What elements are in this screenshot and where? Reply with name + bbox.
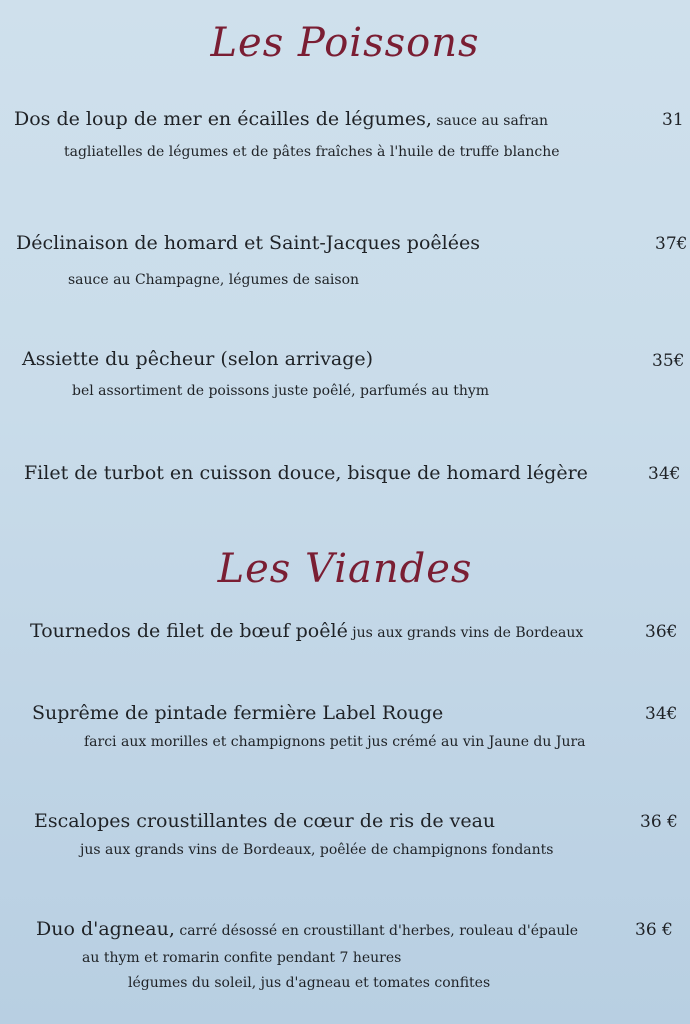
- dish-price: 34€: [648, 464, 681, 484]
- dish-name: Tournedos de filet de bœuf poêlé: [30, 620, 348, 642]
- section-title: Les Viandes: [217, 546, 473, 592]
- dish-description: farci aux morilles et champignons petit jus crémé au vin Jaune du Jura: [84, 734, 586, 750]
- dish-description: tagliatelles de légumes et de pâtes fraîches à l'huile de truffe blanche: [64, 144, 560, 160]
- dish-name: Filet de turbot en cuisson douce, bisque de homard légère: [24, 462, 588, 484]
- dish-description: bel assortiment de poissons juste poêlé, parfumés au thym: [72, 383, 490, 399]
- dish-sauce: sauce au safran: [431, 113, 549, 129]
- dish-name: Déclinaison de homard et Saint-Jacques poêlées: [16, 232, 480, 254]
- dish-price: 35€: [652, 351, 685, 371]
- dish-description: jus aux grands vins de Bordeaux, poêlée de champignons fondants: [80, 842, 554, 858]
- dish-name: Suprême de pintade fermière Label Rouge: [32, 702, 444, 724]
- dish-price: 31: [662, 110, 684, 130]
- dish-sauce: jus aux grands vins de Bordeaux: [347, 625, 584, 641]
- dish-price: 37€: [655, 234, 688, 254]
- dish-description: légumes du soleil, jus d'agneau et tomates confites: [128, 975, 491, 991]
- dish-name: Dos de loup de mer en écailles de légumes,: [14, 108, 432, 130]
- dish-description: au thym et romarin confite pendant 7 heures: [82, 950, 402, 966]
- dish-name: Duo d'agneau,: [36, 918, 175, 940]
- dish-name: Escalopes croustillantes de cœur de ris de veau: [34, 810, 496, 832]
- dish-price: 34€: [645, 704, 678, 724]
- section-title: Les Poissons: [210, 20, 480, 66]
- dish-price: 36 €: [640, 812, 678, 832]
- dish-price: 36€: [645, 622, 678, 642]
- dish-price: 36 €: [635, 920, 673, 940]
- dish-sauce: carré désossé en croustillant d'herbes, rouleau d'épaule: [174, 923, 579, 939]
- dish-description: sauce au Champagne, légumes de saison: [68, 272, 360, 288]
- dish-name: Assiette du pêcheur (selon arrivage): [22, 348, 374, 370]
